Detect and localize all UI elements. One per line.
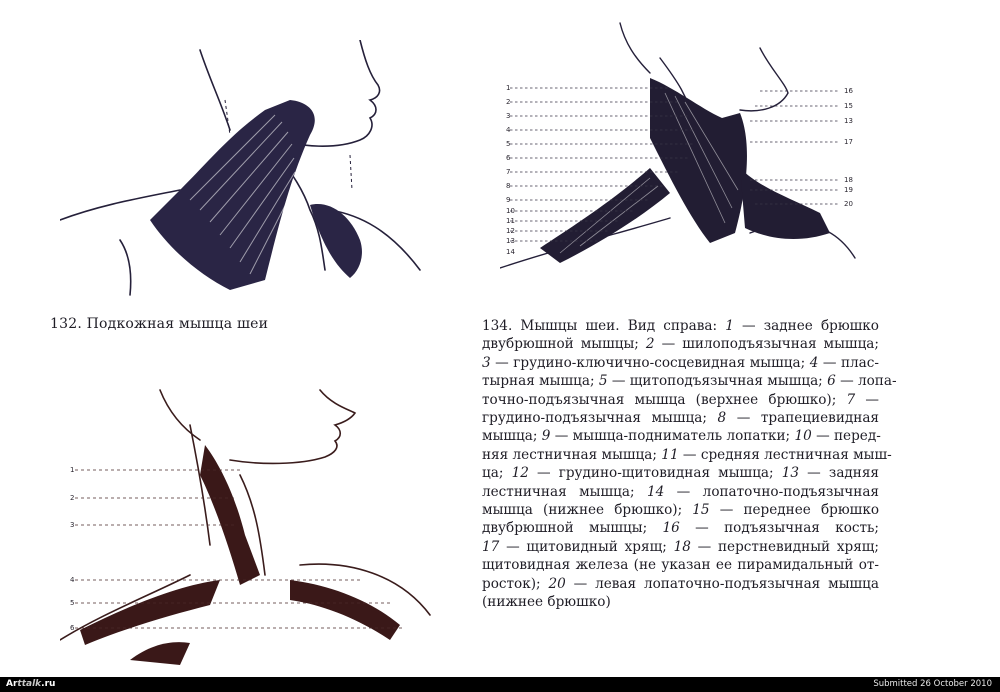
caption-line <box>482 372 897 390</box>
caption-text: — щитоподъязычная мышца; <box>607 373 828 390</box>
caption-number: 12 <box>511 465 529 482</box>
caption-number: 8 <box>717 410 727 427</box>
caption-text: — задняя <box>799 465 880 482</box>
leader-label: 5 <box>506 140 511 148</box>
footer-bar <box>0 677 1000 692</box>
caption-text: (нижнее брюшко) <box>482 594 611 611</box>
figure-132-caption: 132. Подкожная мышца шеи <box>50 316 269 332</box>
caption-number: 15 <box>692 502 710 519</box>
caption-number: 3 <box>482 354 491 371</box>
caption-number: 2 <box>645 336 655 353</box>
caption-number: 6 <box>827 373 836 390</box>
leader-label: 7 <box>506 168 511 176</box>
caption-text: — щитовидный хрящ; <box>499 538 674 555</box>
caption-line <box>482 556 879 574</box>
leader-label: 8 <box>506 182 511 190</box>
figure-133-neck <box>60 385 440 670</box>
leader-label: 9 <box>506 196 511 204</box>
caption-text: — лопа- <box>835 373 897 390</box>
figure-134-caption <box>482 317 897 612</box>
caption-text: ца; <box>482 465 512 482</box>
caption-line <box>482 464 879 482</box>
caption-text: — средняя лестничная мыш- <box>678 446 892 463</box>
caption-text: — мышца-подниматель лопатки; <box>550 428 795 445</box>
caption-text: — грудино-щитовидная мышца; <box>528 465 782 482</box>
caption-text: — плас- <box>818 354 879 371</box>
caption-number: 11 <box>661 446 679 463</box>
caption-line <box>482 483 879 501</box>
leader-label: 3 <box>70 521 75 529</box>
caption-line <box>482 501 879 519</box>
site-logo[interactable] <box>6 678 55 691</box>
caption-text: двубрюшной мышцы; <box>482 336 646 353</box>
leader-label: 13 <box>506 237 515 245</box>
caption-number: 20 <box>548 575 566 592</box>
caption-line <box>482 593 879 611</box>
caption-text: няя лестничная мышца; <box>482 446 662 463</box>
caption-number: 5 <box>598 373 608 390</box>
caption-text: грудино-подъязычная мышца; <box>482 410 718 427</box>
caption-line <box>482 538 879 556</box>
caption-text: мышца (нижнее брюшко); <box>482 502 693 519</box>
caption-line <box>482 409 879 427</box>
caption-text: тырная мышца; <box>482 373 599 390</box>
caption-text: щитовидная железа (не указан ее пирамидальный от- <box>482 557 879 574</box>
leader-label: 6 <box>506 154 511 162</box>
leader-label: 10 <box>506 207 515 215</box>
caption-number: 7 <box>846 391 856 408</box>
caption-text: — заднее брюшко <box>733 318 879 334</box>
caption-number: 10 <box>794 428 812 445</box>
caption-number: 1 <box>725 318 734 334</box>
caption-text: двубрюшной мышцы; <box>482 520 663 537</box>
logo-tld: .ru <box>41 679 56 689</box>
leader-label: 18 <box>844 176 853 184</box>
caption-line <box>482 519 879 537</box>
leader-label: 5 <box>70 599 75 607</box>
caption-line <box>482 446 892 464</box>
leader-label: 14 <box>506 248 515 256</box>
caption-text: лестничная мышца; <box>482 483 647 500</box>
leader-label: 4 <box>70 576 75 584</box>
submitted-date: Submitted 26 October 2010 <box>873 679 992 689</box>
caption-text: — лопаточно-подъязычная <box>664 483 879 500</box>
caption-line <box>482 427 879 445</box>
caption-text: — подъязычная кость; <box>679 520 879 537</box>
caption-line <box>482 335 879 353</box>
leader-label: 4 <box>506 126 511 134</box>
caption-text: мышца; <box>482 428 542 445</box>
leader-label: 3 <box>506 112 511 120</box>
caption-text: — трапециевидная <box>726 410 879 427</box>
leader-label: 11 <box>506 217 515 225</box>
leader-label: 16 <box>844 87 853 95</box>
caption-line <box>482 391 879 409</box>
caption-line <box>482 575 879 593</box>
caption-text: — переднее брюшко <box>709 502 879 519</box>
caption-text: росток); <box>482 575 549 592</box>
leader-label: 20 <box>844 200 853 208</box>
caption-number: 13 <box>781 465 800 482</box>
figure-134-neck-muscles <box>500 18 860 298</box>
caption-number: 17 <box>482 538 500 555</box>
caption-number: 18 <box>673 538 691 555</box>
leader-label: 17 <box>844 138 853 146</box>
leader-label: 15 <box>844 102 853 110</box>
logo-brand: ttalk <box>17 679 42 689</box>
caption-text: — перед- <box>811 428 881 445</box>
logo-text: Ar <box>6 679 18 689</box>
leader-label: 6 <box>70 624 75 632</box>
caption-number: 14 <box>646 483 665 500</box>
caption-number: 16 <box>662 520 680 537</box>
leader-label: 13 <box>844 117 853 125</box>
caption-text: — грудино-ключично-сосцевидная мышца; <box>490 354 810 371</box>
caption-text: 134. Мышцы шеи. Вид справа: <box>482 318 726 334</box>
leader-label: 2 <box>506 98 511 106</box>
leader-label: 1 <box>506 84 511 92</box>
leader-label: 19 <box>844 186 853 194</box>
leader-label: 12 <box>506 227 515 235</box>
caption-text: — шилоподъязычная мышца; <box>654 336 879 353</box>
leader-label: 2 <box>70 494 75 502</box>
figure-132-platysma <box>60 40 430 300</box>
caption-text: — левая лопаточно-подъязычная мышца <box>565 575 879 592</box>
caption-number: 9 <box>541 428 551 445</box>
caption-number: 4 <box>809 354 819 371</box>
caption-line <box>482 317 879 335</box>
caption-line <box>482 354 879 372</box>
caption-text: точно-подъязычная мышца (верхнее брюшко); <box>482 391 847 408</box>
leader-label: 1 <box>70 466 75 474</box>
caption-text: — перстневидный хрящ; <box>690 538 879 555</box>
caption-text: — <box>855 391 879 408</box>
